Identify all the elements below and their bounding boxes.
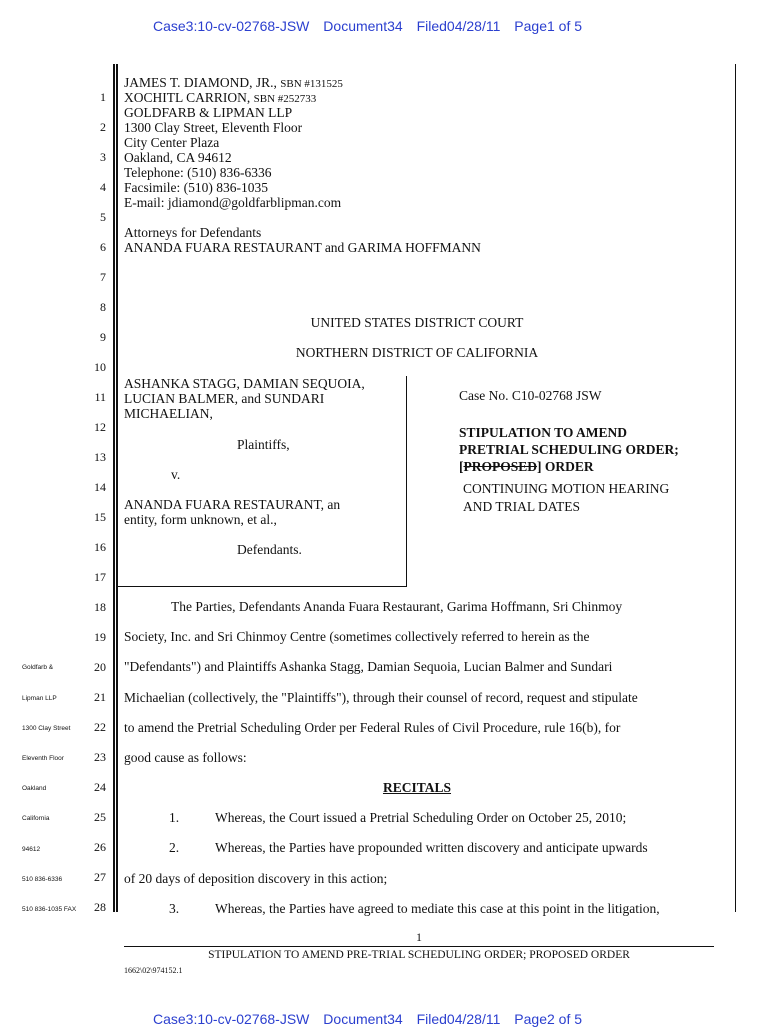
firm-plaza: City Center Plaza [124, 135, 220, 150]
case-number: Case No. C10-02768 JSW [459, 388, 602, 403]
recital-number: 2. [169, 840, 180, 855]
firm-street: 1300 Clay Street, Eleventh Floor [124, 120, 303, 135]
plaintiffs-names: MICHAELIAN, [124, 406, 213, 421]
right-margin-line [735, 64, 736, 912]
sidebar-phone: 510 836-6336 [22, 876, 63, 883]
caption-box-bottom-border [118, 586, 407, 587]
recital-number: 1. [169, 810, 180, 825]
recital-text-continued: of 20 days of deposition discovery in this action; [124, 871, 388, 886]
plaintiffs-label: Plaintiffs, [237, 437, 290, 452]
line-number: 10 [94, 360, 106, 374]
header-page: Page1 of 5 [514, 18, 583, 34]
header-case-number: Case3:10-cv-02768-JSW [153, 18, 310, 34]
sidebar-address-line: 1300 Clay Street [22, 725, 71, 732]
header-filed: Filed04/28/11 [416, 18, 501, 34]
line-number: 16 [94, 540, 106, 554]
title-bracket: ] ORDER [537, 459, 594, 474]
header-filed: Filed04/28/11 [416, 1011, 501, 1027]
recital-text: Whereas, the Parties have agreed to mediate this case at this point in the litigation, [215, 901, 660, 916]
line-number: 6 [100, 240, 106, 254]
versus: v. [171, 467, 181, 482]
document-title: PRETRIAL SCHEDULING ORDER; [459, 442, 679, 457]
line-number: 5 [100, 210, 106, 224]
header-case-number: Case3:10-cv-02768-JSW [153, 1011, 310, 1027]
line-number: 12 [94, 420, 106, 434]
document-subtitle: CONTINUING MOTION HEARING [463, 481, 670, 496]
body-line: good cause as follows: [124, 750, 247, 765]
firm-name: GOLDFARB & LIPMAN LLP [124, 105, 293, 120]
line-number: 17 [94, 570, 106, 584]
line-number: 7 [100, 270, 106, 284]
line-number: 4 [100, 180, 106, 194]
header-document: Document34 [323, 18, 403, 34]
recital-number: 3. [169, 901, 180, 916]
line-number: 25 [94, 810, 106, 824]
firm-email: E-mail: jdiamond@goldfarblipman.com [124, 195, 342, 210]
line-number: 9 [100, 330, 106, 344]
line-number: 20 [94, 660, 106, 674]
line-number: 11 [94, 390, 106, 404]
line-number: 8 [100, 300, 106, 314]
defendants-names: ANANDA FUARA RESTAURANT, an [124, 497, 341, 512]
footer-title: STIPULATION TO AMEND PRE-TRIAL SCHEDULING ORDER; PROPOSED ORDER [208, 949, 630, 961]
line-number: 23 [94, 750, 106, 764]
attorney-name: XOCHITL CARRION, [124, 90, 251, 105]
line-number: 27 [94, 870, 106, 884]
line-number: 1 [100, 90, 106, 104]
sidebar-firm-line: Goldfarb & [22, 664, 54, 671]
left-margin-double-line-inner [116, 64, 118, 912]
firm-telephone: Telephone: (510) 836-6336 [124, 165, 272, 180]
line-number: 22 [94, 720, 106, 734]
ecf-header [153, 18, 592, 34]
attorney-sbn: SBN #252733 [253, 93, 317, 105]
sidebar-address-line: Oakland [22, 785, 47, 792]
left-margin-double-line-outer [113, 64, 115, 912]
defendants-names: entity, form unknown, et al., [124, 512, 277, 527]
attorney-name: JAMES T. DIAMOND, JR., [124, 75, 277, 90]
line-number: 3 [100, 150, 106, 164]
sidebar-address-line: Eleventh Floor [22, 755, 64, 762]
line-number: 19 [94, 630, 106, 644]
body-line: to amend the Pretrial Scheduling Order per Federal Rules of Civil Procedure, rule 16(b), for [124, 720, 621, 735]
plaintiffs-names: LUCIAN BALMER, and SUNDARI [124, 391, 325, 406]
header-document: Document34 [323, 1011, 403, 1027]
line-number: 14 [94, 480, 106, 494]
sidebar-firm-line: Lipman LLP [22, 695, 57, 702]
ecf-header-next-page [153, 1011, 592, 1027]
line-number: 2 [100, 120, 106, 134]
line-number: 28 [94, 900, 106, 914]
attorney-sbn: SBN #131525 [280, 78, 343, 90]
line-number: 15 [94, 510, 106, 524]
document-title [459, 459, 594, 474]
firm-facsimile: Facsimile: (510) 836-1035 [124, 180, 268, 195]
court-name: UNITED STATES DISTRICT COURT [310, 315, 524, 330]
footer-doc-id: 1662\02\974152.1 [124, 966, 183, 975]
body-line: "Defendants") and Plaintiffs Ashanka Stagg, Damian Sequoia, Lucian Balmer and Sundari [124, 659, 613, 674]
line-number: 21 [94, 690, 106, 704]
plaintiffs-names: ASHANKA STAGG, DAMIAN SEQUOIA, [124, 376, 365, 391]
body-line: Michaelian (collectively, the "Plaintiffs"), through their counsel of record, request and stipulate [124, 690, 638, 705]
recital-text: Whereas, the Court issued a Pretrial Scheduling Order on October 25, 2010; [215, 810, 627, 825]
document-title: STIPULATION TO AMEND [459, 425, 628, 440]
document-subtitle: AND TRIAL DATES [463, 499, 580, 514]
sidebar-address-line: California [22, 815, 50, 822]
firm-city: Oakland, CA 94612 [124, 150, 232, 165]
body-line: The Parties, Defendants Ananda Fuara Restaurant, Garima Hoffmann, Sri Chinmoy [171, 599, 623, 614]
attorneys-clients: ANANDA FUARA RESTAURANT and GARIMA HOFFMANN [124, 240, 481, 255]
line-number: 26 [94, 840, 106, 854]
footer-page-number: 1 [416, 930, 422, 944]
line-number: 13 [94, 450, 106, 464]
attorneys-for-label: Attorneys for Defendants [124, 225, 262, 240]
recitals-heading: RECITALS [382, 780, 452, 795]
caption-box-right-border [406, 376, 407, 587]
line-number: 18 [94, 600, 106, 614]
defendants-label: Defendants. [237, 542, 302, 557]
sidebar-fax: 510 836-1035 FAX [22, 906, 77, 913]
footer-rule [124, 946, 714, 947]
title-proposed-struck: PROPOSED [463, 459, 538, 474]
line-number: 24 [94, 780, 106, 794]
title-bracket: [ [459, 459, 464, 474]
sidebar-address-line: 94612 [22, 846, 41, 853]
header-page: Page2 of 5 [514, 1011, 583, 1027]
court-district: NORTHERN DISTRICT OF CALIFORNIA [295, 345, 539, 360]
body-line: Society, Inc. and Sri Chinmoy Centre (sometimes collectively referred to herein as the [124, 629, 590, 644]
recital-text: Whereas, the Parties have propounded written discovery and anticipate upwards [215, 840, 648, 855]
